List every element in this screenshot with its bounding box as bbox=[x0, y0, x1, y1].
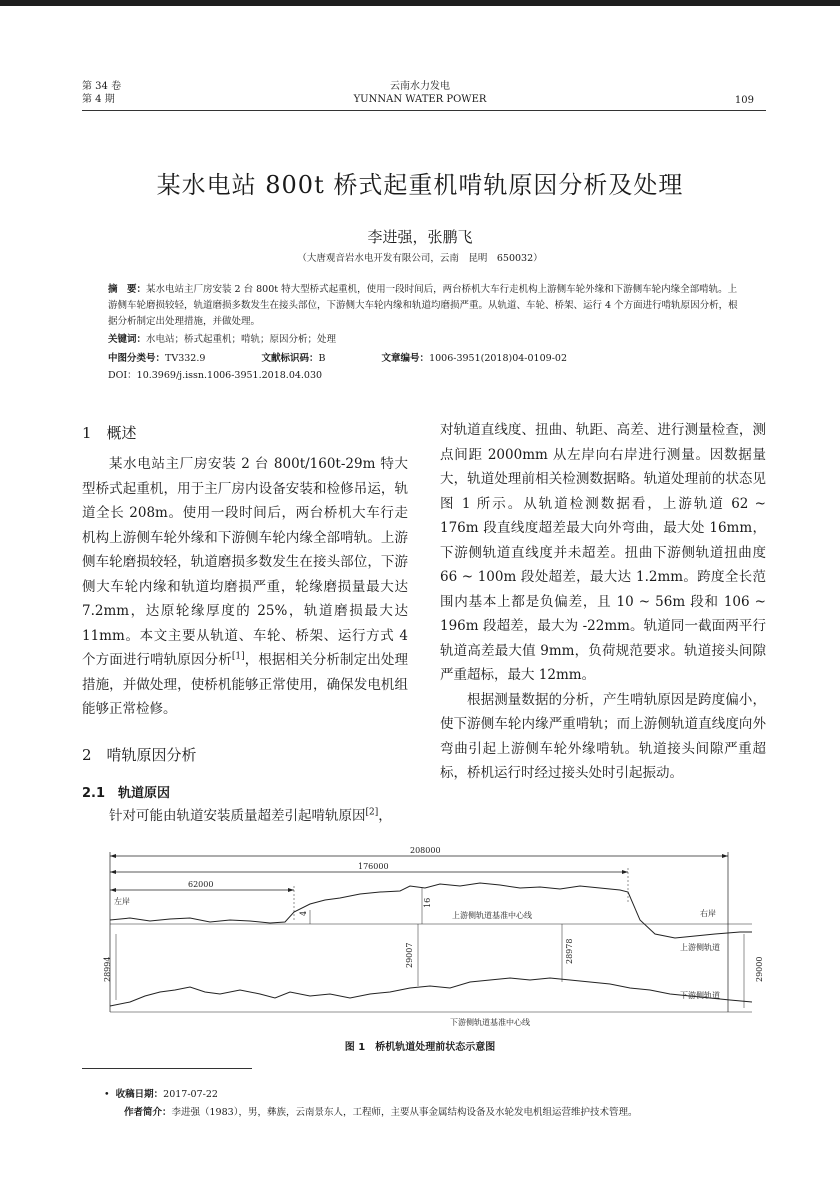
doc-code-label: 文献标识码： bbox=[261, 353, 319, 364]
left-bank-label: 左岸 bbox=[114, 897, 130, 906]
article-title: 某水电站 800t 桥式起重机啃轨原因分析及处理 bbox=[156, 171, 684, 199]
dim-label-62000: 62000 bbox=[188, 880, 214, 889]
doc-code-value: B bbox=[318, 353, 326, 364]
section-2-1-title: 2.1 轨道原因 bbox=[82, 786, 171, 801]
arrow bbox=[110, 888, 116, 892]
footnote-rule bbox=[82, 1068, 252, 1069]
downstream-rail-profile bbox=[110, 978, 752, 1006]
rail-state-diagram bbox=[100, 842, 764, 1042]
figure-caption: 图 1 桥机轨道处理前状态示意图 bbox=[344, 1042, 496, 1053]
downstream-rail-label: 下游侧轨道 bbox=[680, 991, 720, 1000]
abstract-label: 摘 要： bbox=[108, 284, 147, 295]
upstream-center-label: 上游侧轨道基准中心线 bbox=[452, 911, 532, 920]
section-2-1-paragraph bbox=[82, 804, 408, 829]
author-list: 李进强，张鹏飞 bbox=[367, 228, 473, 246]
section-1-text: 某水电站主厂房安装 2 台 800t/160t-29m 特大型桥式起重机，用于主厂房内设备安装和检修吊运，轨道全长 208m。使用一段时间后，两台桥机大车行走机构上游侧车轮外缘和下游侧车轮内缘全部啃轨。上游侧车轮磨损较轻，轨道磨损多数发生在接头部位，下游侧大车轮内缘和轨道均磨损严重，轮缘磨损量最大达 7.2mm，达原轮缘厚度的 25%，轨道磨损最大达 11mm。本文主要从轨道、车轮、桥架、运行方式 4 个方面进行啃轨原因分析 bbox=[82, 456, 408, 668]
upstream-rail-profile bbox=[110, 883, 752, 938]
clc-value: TV332.9 bbox=[165, 353, 206, 364]
deviation-16-label: 16 bbox=[423, 897, 432, 908]
span-29007-label: 29007 bbox=[405, 942, 414, 968]
journal-name-en: YUNNAN WATER POWER bbox=[353, 94, 487, 105]
section-2-1-text-end: ， bbox=[378, 808, 392, 824]
dim-label-208000: 208000 bbox=[410, 846, 441, 855]
arrow bbox=[110, 870, 116, 874]
top-border bbox=[0, 0, 840, 6]
classification-row bbox=[108, 350, 567, 364]
clc-label: 中图分类号： bbox=[108, 353, 166, 364]
received-label: 收稿日期： bbox=[115, 1089, 164, 1100]
rail-measurement-paragraph: 对轨道直线度、扭曲、轨距、高差、进行测量检查，测点间距 2000mm 从左岸向右岸进行测量。因数据量大，轨道处理前相关检测数据略。轨道处理前的状态见图 1 所示。从轨道检测数据看，上游轨道 62 ~ 176m 段直线度超差最大向外弯曲，最大处 16mm，下游侧轨道直线度并未超差。扭曲下游侧轨道扭曲度 66 ~ 100m 段处超差，最大达 1.2mm。跨度全长范围内基本上都是负偏差，且 10 ~ 56m 段和 106 ~ 196m 段超差，最大为 -22mm。轨道同一截面两平行轨道高差最大值 9mm，负荷规范要求。轨道接头间隙严重超标，最大 12mm。 bbox=[440, 422, 766, 683]
right-bank-label: 右岸 bbox=[700, 909, 716, 918]
keywords bbox=[108, 332, 740, 348]
doi: DOI：10.3969/j.issn.1006-3951.2018.04.030 bbox=[108, 370, 323, 381]
article-no-label: 文章编号： bbox=[381, 353, 430, 364]
conclusion-paragraph: 根据测量数据的分析，产生啃轨原因是跨度偏小，使下游侧车轮内缘严重啃轨；而上游侧轨道直线度向外弯曲引起上游侧车轮外缘啃轨。轨道接头间隙严重超标，桥机运行时经过接头处时引起振动。 bbox=[440, 691, 766, 781]
header-rule bbox=[82, 110, 766, 111]
abstract bbox=[108, 282, 740, 330]
volume-label: 第 34 卷 bbox=[82, 81, 122, 92]
arrow bbox=[110, 854, 116, 858]
downstream-center-label: 下游侧轨道基准中心线 bbox=[450, 1018, 530, 1027]
section-2-1-text: 针对可能由轨道安装质量超差引起啃轨原因 bbox=[109, 808, 366, 824]
author-bio-label: 作者简介： bbox=[124, 1107, 172, 1118]
span-29000-label: 29000 bbox=[755, 956, 764, 982]
dim-label-176000: 176000 bbox=[358, 862, 389, 871]
upstream-rail-label: 上游侧轨道 bbox=[680, 943, 720, 952]
section-2-title: 2 啃轨原因分析 bbox=[82, 746, 197, 764]
arrow bbox=[288, 888, 294, 892]
received-date bbox=[104, 1086, 218, 1100]
keywords-text: 水电站；桥式起重机；啃轨；原因分析；处理 bbox=[146, 334, 337, 345]
bullet-icon: • bbox=[104, 1089, 110, 1100]
arrow bbox=[622, 870, 628, 874]
span-28978-label: 28978 bbox=[565, 938, 574, 964]
section-1-paragraph bbox=[82, 452, 408, 722]
deviation-4-label: 4 bbox=[299, 910, 308, 916]
keywords-label: 关键词： bbox=[108, 334, 147, 345]
issue-label: 第 4 期 bbox=[82, 94, 115, 105]
reference-1: [1] bbox=[231, 651, 245, 662]
author-bio-text: 李进强（1983），男，彝族，云南景东人，工程师，主要从事金属结构设备及水轮发电机组运营维护技术管理。 bbox=[171, 1107, 638, 1118]
abstract-text: 某水电站主厂房安装 2 台 800t 特大型桥式起重机，使用一段时间后，两台桥机大车行走机构上游侧车轮外缘和下游侧车轮内缘全部啃轨。上游侧车轮磨损较轻，轨道磨损多数发生在接头部位，下游侧大车轮内缘和轨道均磨损严重。从轨道、车轮、桥架、运行 4 个方面进行啃轨原因分析，根据分析制定出处理措施，并做处理。 bbox=[108, 284, 738, 327]
article-no-value: 1006-3951(2018)04-0109-02 bbox=[429, 353, 567, 364]
journal-name-cn: 云南水力发电 bbox=[390, 81, 450, 92]
section-1-text-end: ，根据相关分析制定出处理措施，并做处理，使桥机能够正常使用，确保发电机组能够正常检修。 bbox=[82, 652, 409, 717]
section-1-title: 1 概述 bbox=[82, 424, 137, 442]
reference-2: [2] bbox=[365, 807, 379, 818]
affiliation: （大唐观音岩水电开发有限公司，云南 昆明 650032） bbox=[297, 253, 543, 264]
span-28994-label: 28994 bbox=[103, 956, 112, 982]
received-value: 2017-07-22 bbox=[163, 1089, 218, 1100]
running-header-center bbox=[0, 80, 840, 106]
author-bio bbox=[124, 1104, 637, 1118]
right-column bbox=[440, 418, 766, 786]
arrow bbox=[722, 854, 728, 858]
page-number: 109 bbox=[734, 95, 754, 106]
